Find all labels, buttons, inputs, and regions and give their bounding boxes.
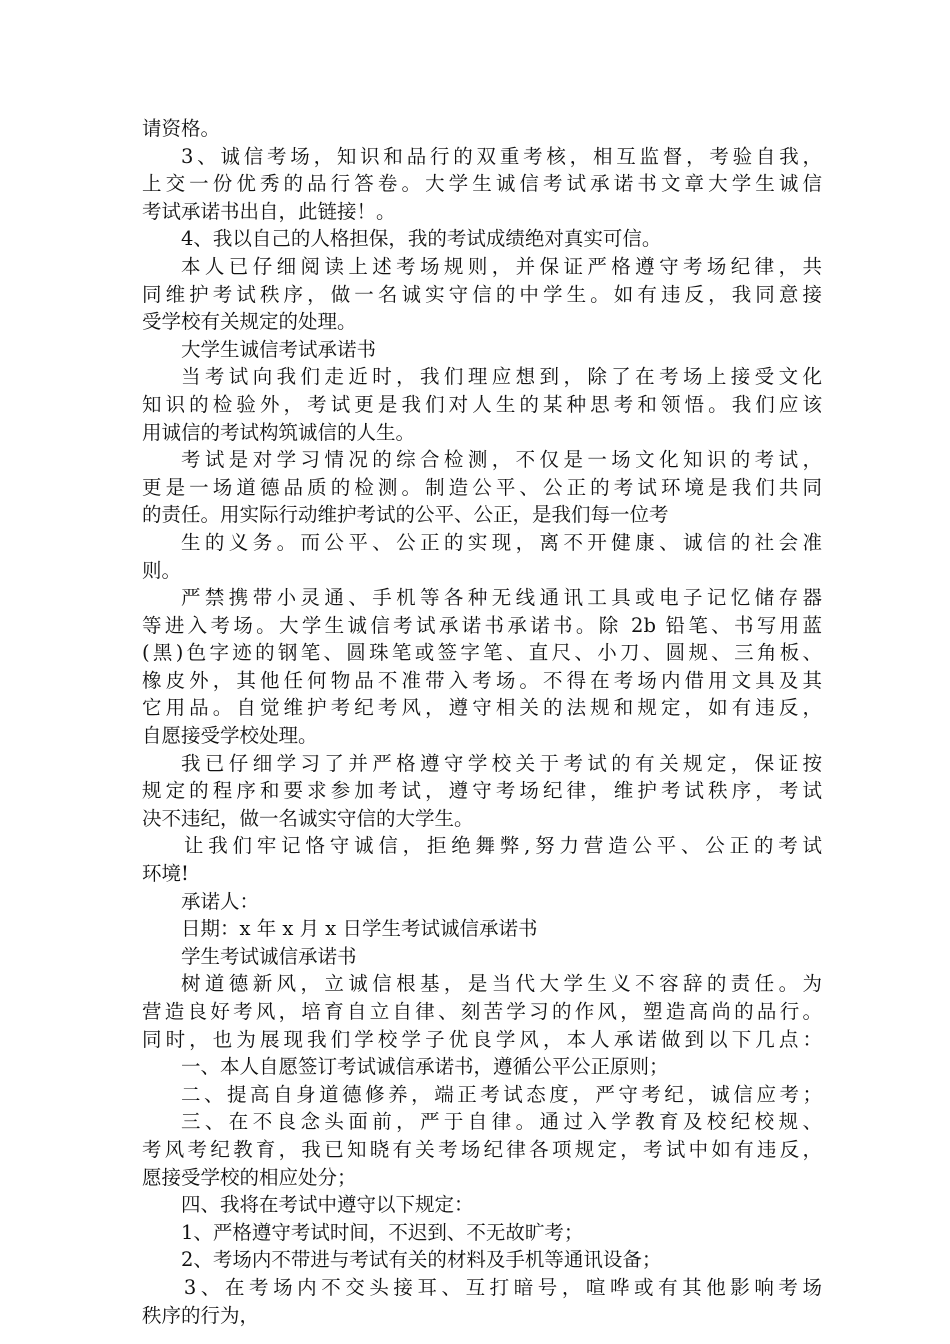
text-line: 它用品。自觉维护考纪考风，遵守相关的法规和规定，如有违反， [142,696,822,720]
text-line: 自愿接受学校处理。 [142,724,318,748]
text-line: 严禁携带小灵通、手机等各种无线通讯工具或电子记忆储存器 [181,586,822,610]
text-line: 上交一份优秀的品行答卷。大学生诚信考试承诺书文章大学生诚信 [142,172,822,196]
text-line: 当考试向我们走近时，我们理应想到，除了在考场上接受文化 [181,365,822,389]
document-body [142,115,822,1329]
text-line: 生的义务。而公平、公正的实现，离不开健康、诚信的社会准 [181,530,822,554]
text-line: 考试承诺书出自，此链接！。 [142,199,396,223]
text-line: 的责任。用实际行动维护考试的公平、公正，是我们每一位考 [142,503,669,527]
text-line: 本人已仔细阅读上述考场规则，并保证严格遵守考场纪律，共 [181,254,822,278]
text-line: 让我们牢记恪守诚信，拒绝舞弊,努力营造公平、公正的考试 [183,834,822,858]
text-line: 2、考场内不带进与考试有关的材料及手机等通讯设备； [181,1248,662,1272]
text-line: (黑)色字迹的钢笔、圆珠笔或签字笔、直尺、小刀、圆规、三角板、 [142,641,822,665]
text-line: 1、严格遵守考试时间，不迟到、不无故旷考； [181,1220,584,1244]
text-line: 二、提高自身道德修养，端正考试态度，严守考纪，诚信应考； [181,1082,822,1106]
text-line: 营造良好考风，培育自立自律、刻苦学习的作风，塑造高尚的品行。 [142,1000,822,1023]
text-line: 等进入考场。大学生诚信考试承诺书承诺书。除 2b 铅笔、书写用蓝 [142,613,822,637]
text-line: 受学校有关规定的处理。 [142,310,357,334]
text-line: 树道德新风，立诚信根基，是当代大学生义不容辞的责任。为 [181,972,822,996]
text-line: 愿接受学校的相应处分； [142,1165,357,1189]
text-line: 学生考试诚信承诺书 [181,944,357,968]
text-line: 考风考纪教育，我已知晓有关考场纪律各项规定，考试中如有违反， [142,1137,822,1161]
text-line: 3、诚信考场，知识和品行的双重考核，相互监督，考验自我， [181,144,822,168]
text-line: 四、我将在考试中遵守以下规定： [181,1193,474,1217]
text-line: 我已仔细学习了并严格遵守学校关于考试的有关规定，保证按 [181,751,822,775]
text-line: 知识的检验外，考试更是我们对人生的某种思考和领悟。我们应该 [142,392,822,416]
text-line: 橡皮外，其他任何物品不准带入考场。不得在考场内借用文具及其 [142,668,822,692]
text-line: 承诺人： [181,889,260,913]
text-line: 秩序的行为， [142,1303,260,1327]
text-line: 4、我以自己的人格担保，我的考试成绩绝对真实可信。 [181,227,662,251]
text-line: 日期：x 年 x 月 x 日学生考试诚信承诺书 [181,917,538,941]
text-line: 大学生诚信考试承诺书 [181,337,377,361]
text-line: 规定的程序和要求参加考试，遵守考场纪律，维护考试秩序，考试 [142,779,822,803]
text-line: 3、在考场内不交头接耳、互打暗号，喧哗或有其他影响考场 [183,1275,822,1299]
text-line: 用诚信的考试构筑诚信的人生。 [142,420,416,444]
text-line: 三、在不良念头面前，严于自律。通过入学教育及校纪校规、 [181,1110,822,1134]
text-line: 同时，也为展现我们学校学子优良学风，本人承诺做到以下几点： [142,1027,822,1051]
text-line: 环境! [142,862,189,886]
text-line: 则。 [142,558,182,582]
text-line: 同维护考试秩序，做一名诚实守信的中学生。如有违反，我同意接 [142,282,822,306]
text-line: 决不违纪，做一名诚实守信的大学生。 [142,806,474,830]
text-line: 一、本人自愿签订考试诚信承诺书，遵循公平公正原则； [181,1055,669,1079]
text-line: 更是一场道德品质的检测。制造公平、公正的考试环境是我们共同 [142,475,822,499]
text-line: 请资格。 [142,117,221,140]
text-line: 考试是对学习情况的综合检测，不仅是一场文化知识的考试， [181,448,822,472]
